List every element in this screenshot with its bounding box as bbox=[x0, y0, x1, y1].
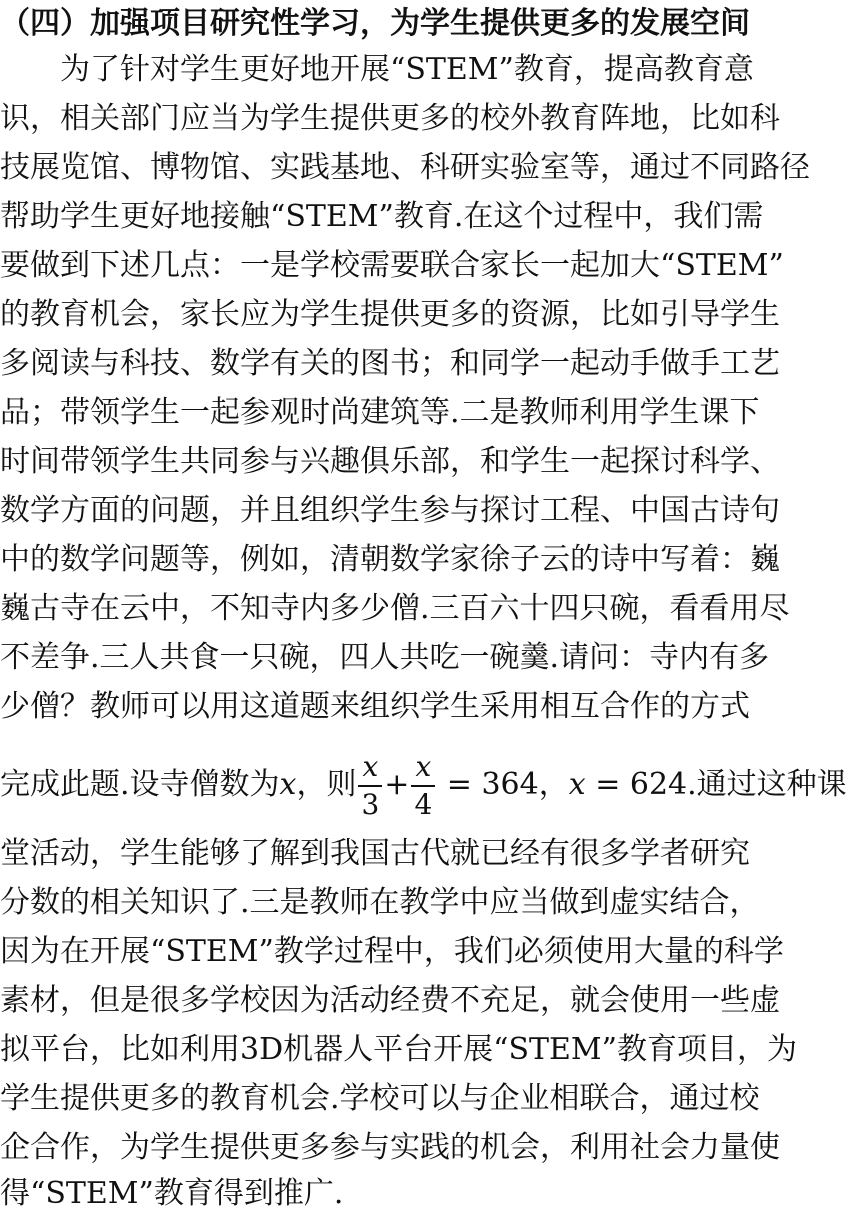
paragraph-line: 识，相关部门应当为学生提供更多的校外教育阵地，比如科 bbox=[0, 101, 780, 136]
paragraph-line: 技展览馆、博物馆、实践基地、科研实验室等，通过不同路径 bbox=[0, 150, 810, 185]
fraction-numerator: x bbox=[362, 750, 379, 783]
equation-text-before: 完成此题.设寺僧数为 bbox=[0, 767, 280, 802]
fraction-x-over-3 bbox=[358, 750, 382, 821]
paragraph-line: 中的数学问题等，例如，清朝数学家徐子云的诗中写着：巍 bbox=[0, 542, 780, 577]
paragraph-line: 不差争.三人共食一只碗，四人共吃一碗羹.请问：寺内有多 bbox=[0, 640, 770, 675]
plus-sign: + bbox=[384, 767, 410, 802]
paragraph-line: 的教育机会，家长应为学生提供更多的资源，比如引导学生 bbox=[0, 297, 780, 332]
paragraph-line: 品；带领学生一起参观时尚建筑等.二是教师利用学生课下 bbox=[0, 395, 760, 430]
paragraph-line: 为了针对学生更好地开展“STEM”教育，提高教育意 bbox=[60, 52, 754, 87]
fraction-x-over-4 bbox=[411, 750, 435, 821]
paragraph-line: 多阅读与科技、数学有关的图书；和同学一起动手做手工艺 bbox=[0, 346, 780, 381]
fraction-denominator: 3 bbox=[361, 788, 380, 821]
paragraph-line: 堂活动，学生能够了解到我国古代就已经有很多学者研究 bbox=[0, 836, 750, 871]
paragraph-line: 得“STEM”教育得到推广. bbox=[0, 1176, 344, 1211]
paragraph-line: 素材，但是很多学校因为活动经费不充足，就会使用一些虚 bbox=[0, 983, 780, 1018]
equation-text-then: ，则 bbox=[296, 767, 357, 802]
paragraph-line: 学生提供更多的教育机会.学校可以与企业相联合，通过校 bbox=[0, 1081, 760, 1116]
paragraph-line: 时间带领学生共同参与兴趣俱乐部，和学生一起探讨科学、 bbox=[0, 444, 780, 479]
equation-line bbox=[0, 735, 847, 835]
equation-answer: = 624.通过这种课 bbox=[585, 767, 847, 802]
paragraph-line: 要做到下述几点：一是学校需要联合家长一起加大“STEM” bbox=[0, 248, 784, 283]
paragraph-line: 因为在开展“STEM”教学过程中，我们必须使用大量的科学 bbox=[0, 934, 784, 969]
paragraph-line: 拟平台，比如利用3D机器人平台开展“STEM”教育项目，为 bbox=[0, 1032, 797, 1067]
paragraph-line: 巍古寺在云中，不知寺内多少僧.三百六十四只碗，看看用尽 bbox=[0, 591, 790, 626]
paragraph-line: 少僧？教师可以用这道题来组织学生采用相互合作的方式 bbox=[0, 689, 750, 724]
equation-result: = 364， bbox=[437, 767, 569, 802]
paragraph-line: 企合作，为学生提供更多参与实践的机会，利用社会力量使 bbox=[0, 1130, 780, 1165]
paragraph-line: 帮助学生更好地接触“STEM”教育.在这个过程中，我们需 bbox=[0, 199, 764, 234]
fraction-denominator: 4 bbox=[414, 788, 433, 821]
paragraph-line: 数学方面的问题，并且组织学生参与探讨工程、中国古诗句 bbox=[0, 493, 780, 528]
variable-x: x bbox=[279, 767, 297, 802]
variable-x: x bbox=[568, 767, 586, 802]
section-heading: （四）加强项目研究性学习，为学生提供更多的发展空间 bbox=[0, 6, 750, 41]
fraction-numerator: x bbox=[415, 750, 432, 783]
paragraph-line: 分数的相关知识了.三是教师在教学中应当做到虚实结合， bbox=[0, 885, 760, 920]
